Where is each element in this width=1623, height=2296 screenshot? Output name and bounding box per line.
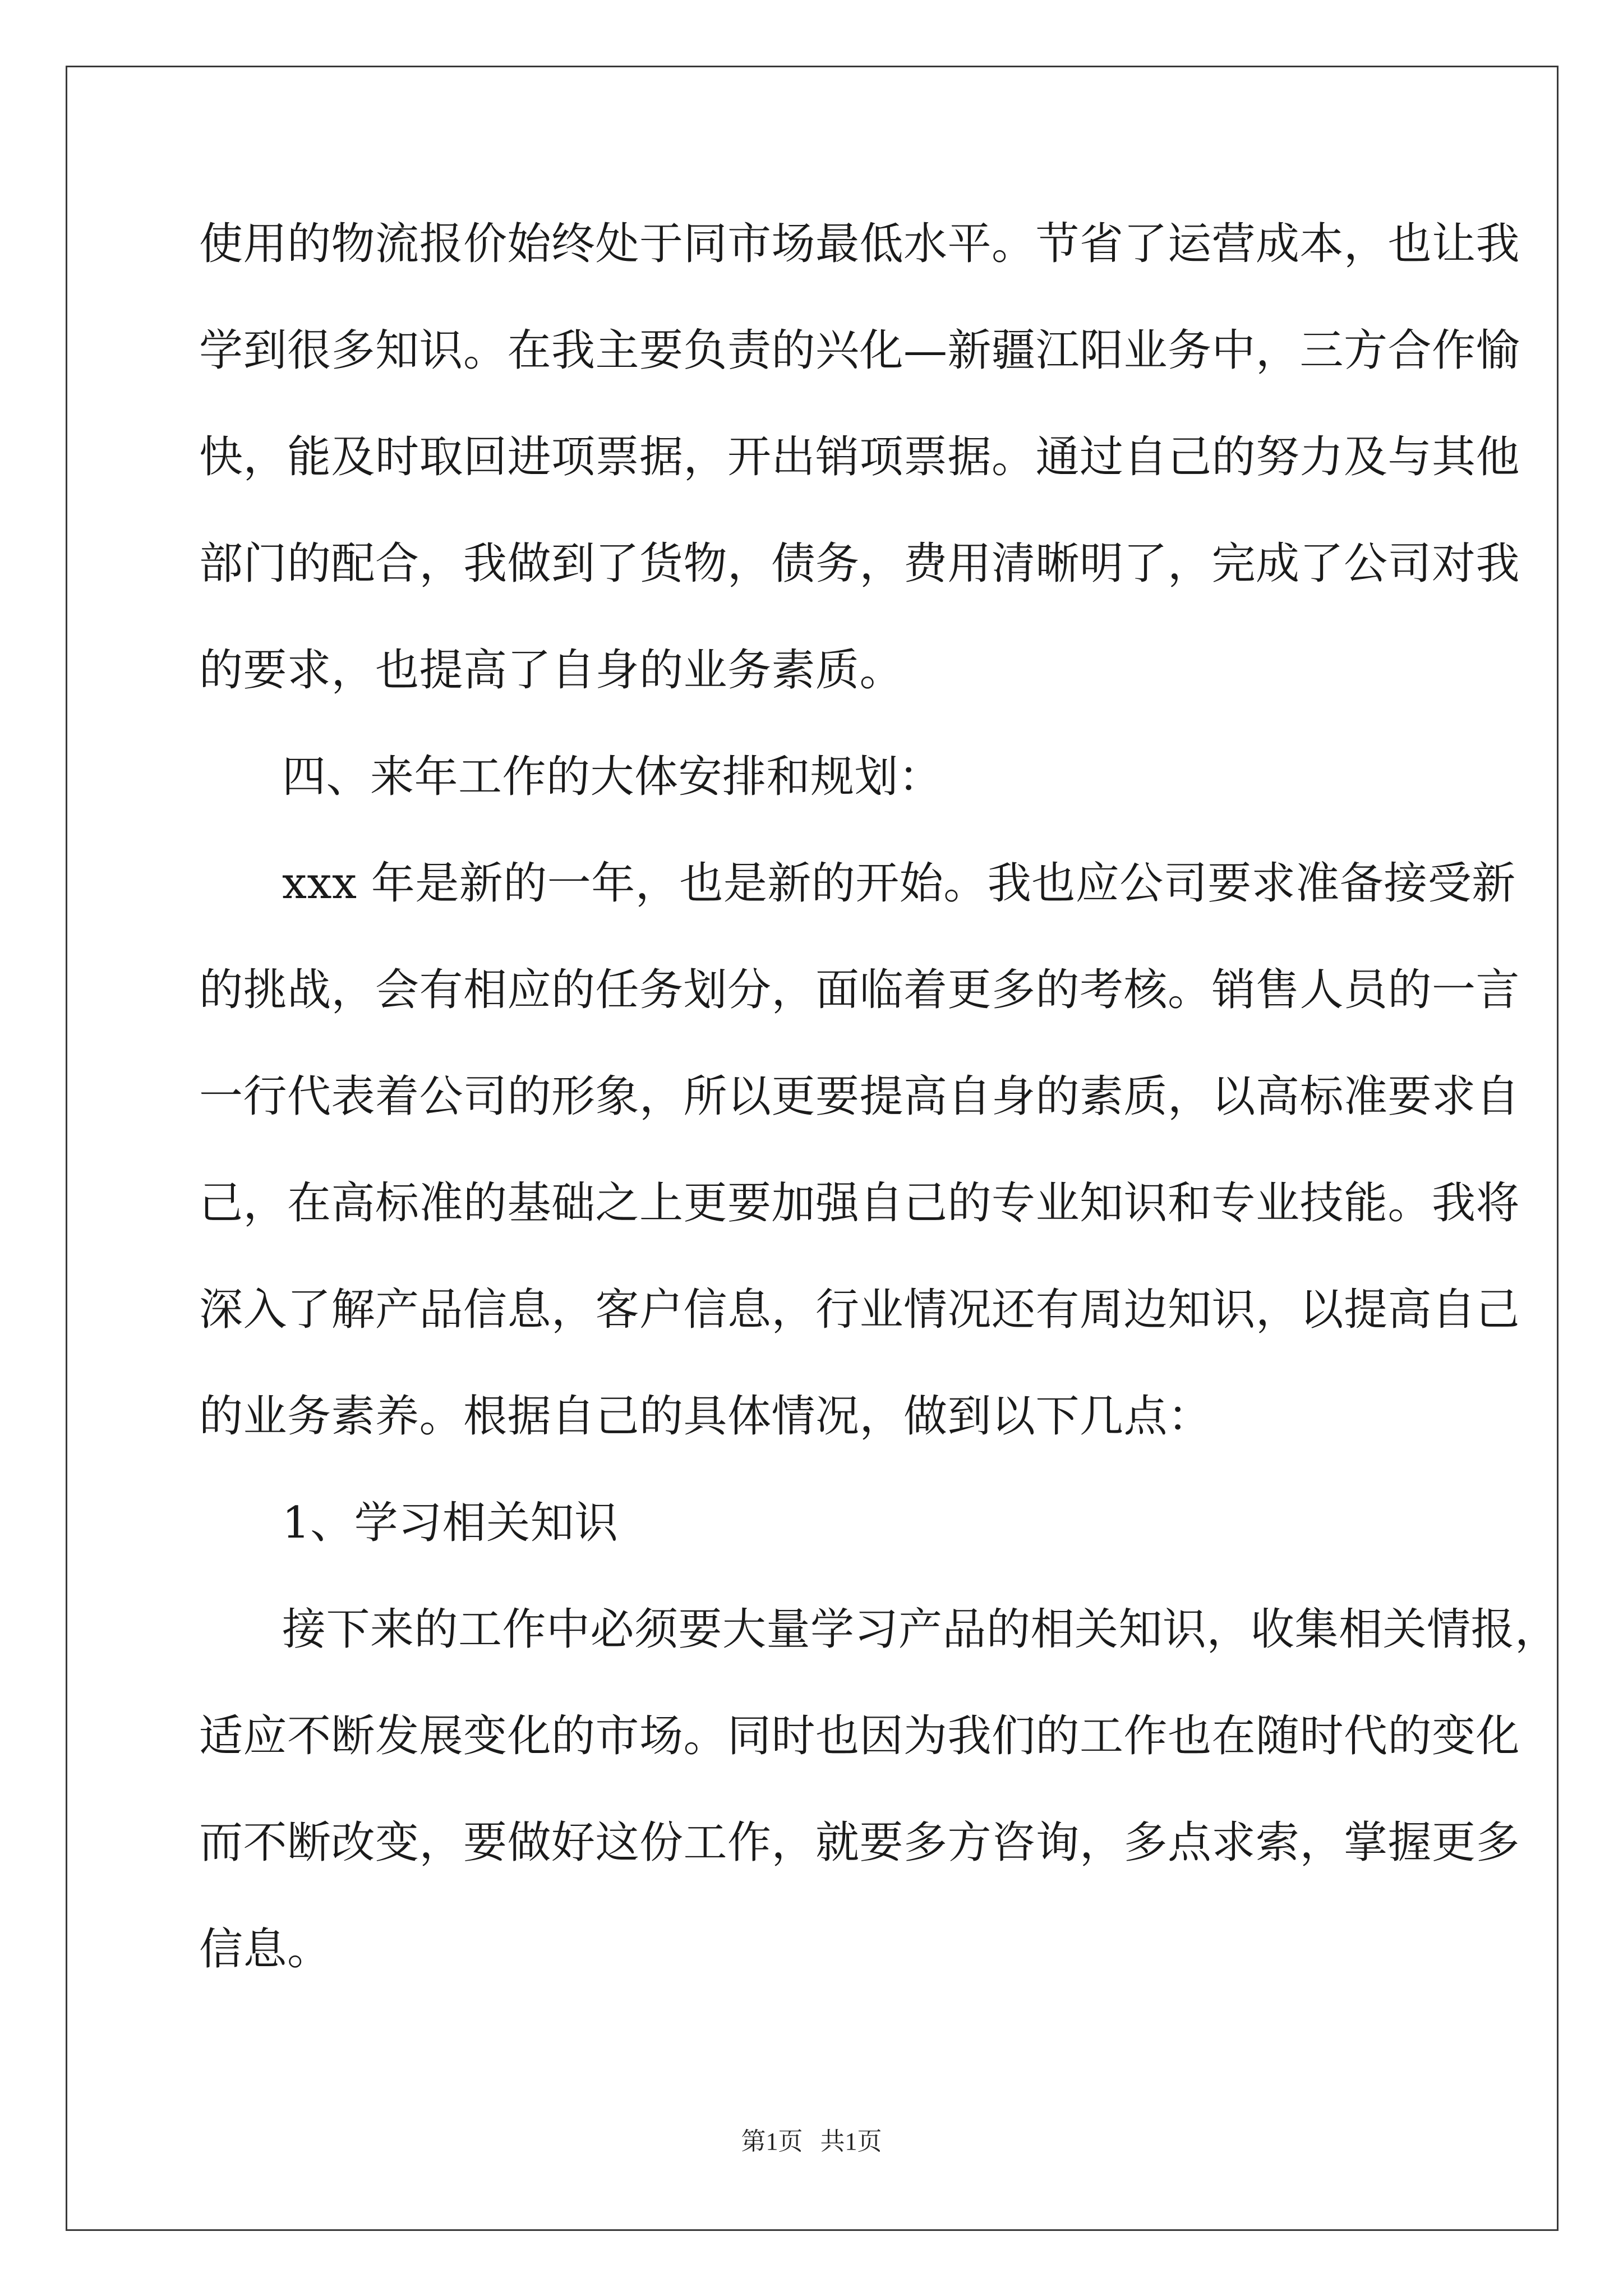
body-line: 的挑战，会有相应的任务划分，面临着更多的考核。销售人员的一言	[199, 965, 1520, 1015]
body-line: 接下来的工作中必须要大量学习产品的相关知识，收集相关情报，	[282, 1604, 1559, 1655]
body-line: 学到很多知识。在我主要负责的兴化—新疆江阳业务中，三方合作愉	[199, 325, 1520, 376]
page-total: 共1页	[820, 2128, 882, 2155]
body-line: 深入了解产品信息，客户信息，行业情况还有周边知识，以提高自己	[199, 1285, 1520, 1335]
body-line: 一行代表着公司的形象，所以更要提高自身的素质，以高标准要求自	[199, 1071, 1520, 1122]
body-line: 使用的物流报价始终处于同市场最低水平。节省了运营成本，也让我	[199, 219, 1520, 269]
body-line: 部门的配合，我做到了货物，债务，费用清晰明了，完成了公司对我	[199, 539, 1520, 589]
page-number: 第1页	[741, 2128, 803, 2155]
body-line: xxx 年是新的一年，也是新的开始。我也应公司要求准备接受新	[282, 858, 1516, 909]
body-line: 的要求，也提高了自身的业务素质。	[199, 645, 904, 696]
body-line: 而不断改变，要做好这份工作，就要多方咨询，多点求索，掌握更多	[199, 1818, 1520, 1868]
subsection-heading: 1、学习相关知识	[282, 1498, 619, 1548]
section-heading: 四、来年工作的大体安排和规划：	[282, 752, 943, 802]
page-footer	[0, 2125, 1623, 2159]
body-line: 信息。	[199, 1924, 331, 1975]
body-line: 的业务素养。根据自己的具体情况，做到以下几点：	[199, 1391, 1212, 1442]
page-border	[66, 66, 1559, 2231]
body-line: 己，在高标准的基础之上更要加强自己的专业知识和专业技能。我将	[199, 1178, 1520, 1228]
body-line: 快，能及时取回进项票据，开出销项票据。通过自己的努力及与其他	[199, 432, 1520, 482]
body-line: 适应不断发展变化的市场。同时也因为我们的工作也在随时代的变化	[199, 1711, 1520, 1761]
